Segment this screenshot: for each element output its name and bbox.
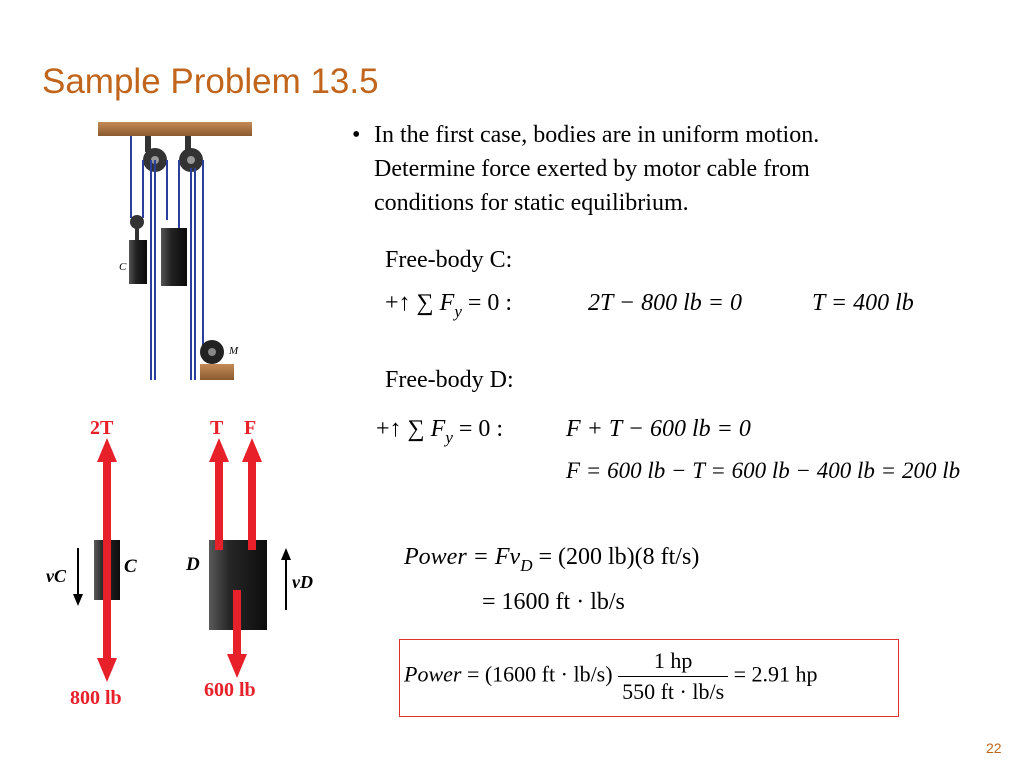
fbd-2t-label: 2T [90,420,114,439]
fbd-t-label: T [210,420,224,439]
power-line-2: = 1600 ft · lb/s [482,589,625,615]
power-fraction [618,646,728,707]
fbd-var-sub: y [445,428,453,447]
fbc-eq-zero: = 0 : [467,290,513,316]
power-line-1 [404,544,700,575]
power-boxed-lhs: Power [404,661,462,687]
power-expr1: = Fv [472,544,521,570]
fbd-vc-label: vC [46,566,66,586]
fbc-sum [385,290,513,321]
fbd-sum-sign: +↑ ∑ [376,416,425,442]
fbd-eq-zero: = 0 : [458,416,504,442]
power-frac-den: 550 ft · lb/s [622,679,725,704]
fbd-800-label: 800 lb [70,687,122,709]
bullet-line-3: conditions for static equilibrium. [374,190,689,216]
label-m: M [229,345,239,357]
fbd-d-label: D [186,554,200,575]
power-expr1-rhs: = (200 lb)(8 ft/s) [538,544,700,570]
fbc-result: T = 400 lb [812,290,914,316]
fbd-600-label: 600 lb [204,679,256,701]
bullet-line-1: In the first case, bodies are in uniform motion. [374,122,820,148]
block-c [129,240,147,284]
fbd-equation: F + T − 600 lb = 0 [566,416,751,442]
fbd-vd-label: vD [292,572,313,592]
free-body-diagrams [40,420,330,710]
power-boxed-mid: = (1600 ft · lb/s) [466,661,613,687]
fbd-heading: Free-body D: [385,367,514,393]
fbd-c-label: C [124,556,137,577]
page-number: 22 [986,740,1002,756]
power-frac-num: 1 hp [618,646,728,677]
bullet-line-2: Determine force exerted by motor cable from [374,156,810,182]
label-c: C [119,261,127,273]
pulley-c [130,215,144,229]
ceiling-beam [98,122,252,136]
fbc-equation: 2T − 800 lb = 0 [588,290,742,316]
power-lhs: Power [404,544,467,570]
block-d [161,228,187,286]
fbd-sum [376,416,504,447]
pulley-system-figure [95,118,255,383]
bullet-dot: • [352,122,361,148]
fbd-line2: F = 600 lb − T = 600 lb − 400 lb = 200 lb [566,458,961,483]
power-boxed-rhs: = 2.91 hp [733,661,818,687]
fbc-sum-sign: +↑ ∑ [385,290,434,316]
fbd-var: F [430,416,446,442]
power-boxed-eq [404,646,818,707]
power-boxed-result [399,639,899,717]
fbc-var-sub: y [454,302,462,321]
fbd-f-label: F [244,420,257,439]
fbc-heading: Free-body C: [385,247,513,273]
power-expr1-sub: D [520,556,533,575]
slide-title: Sample Problem 13.5 [42,62,379,101]
fbc-var: F [439,290,455,316]
